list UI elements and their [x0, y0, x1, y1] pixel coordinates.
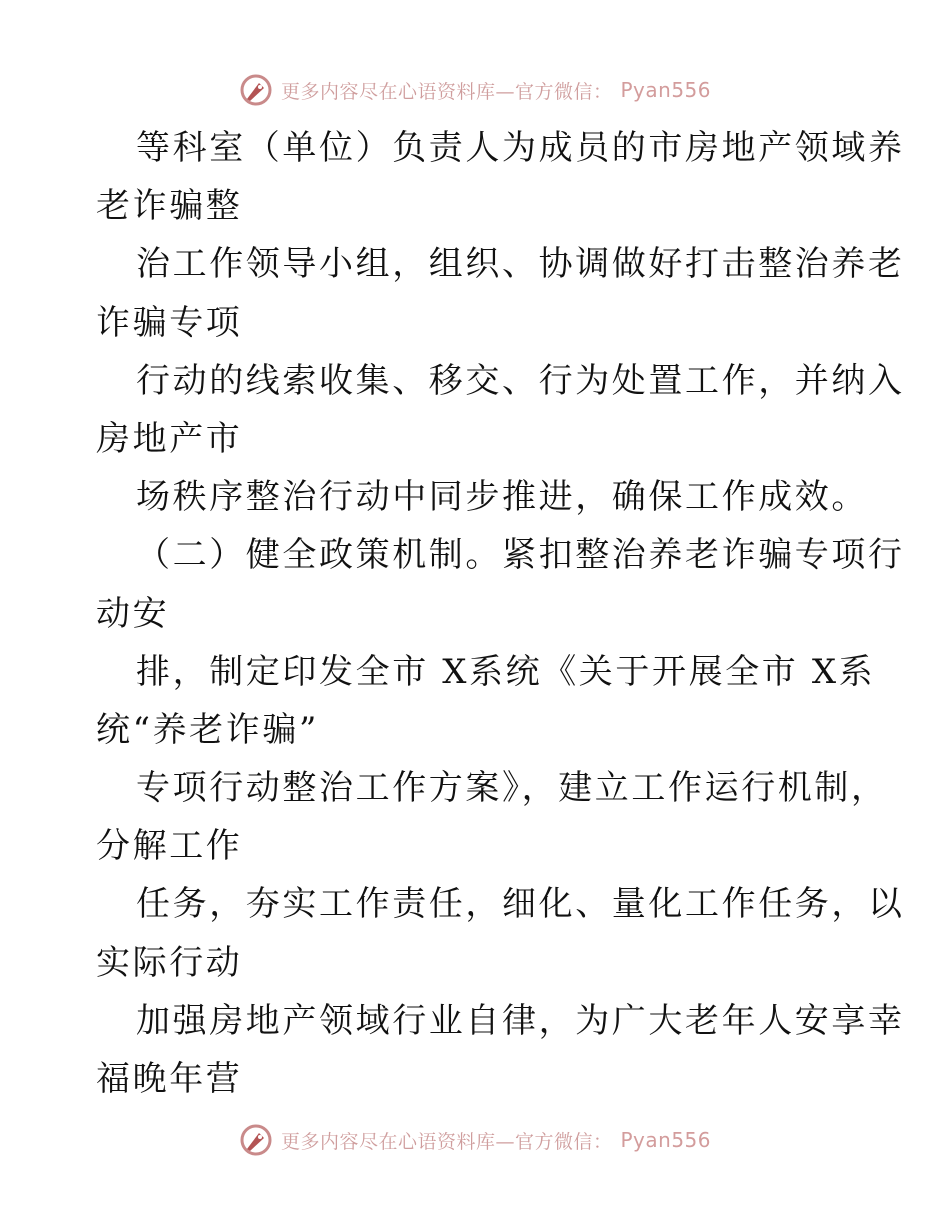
text-line: 治工作领导小组，组织、协调做好打击整治养老	[136, 244, 905, 285]
header-watermark	[0, 70, 950, 110]
text-line: 行动的线索收集、移交、行为处置工作，并纳入	[136, 360, 905, 401]
text-line: 专项行动整治工作方案》，建立工作运行机制，	[136, 768, 888, 809]
text-line: 统“养老诈骗”	[96, 709, 319, 750]
text-line: 加强房地产领域行业自律，为广大老年人安享幸	[136, 1000, 905, 1041]
pen-nib-logo-icon	[239, 1123, 273, 1157]
watermark-text: 更多内容尽在心语资料库—官方微信：	[280, 1130, 613, 1153]
text-line: 老诈骗整	[96, 186, 243, 227]
text-line: 房地产市	[96, 418, 243, 459]
text-line: 排，制定印发全市 X系统《关于开展全市 X系	[136, 651, 876, 692]
text-line: 场秩序整治行动中同步推进，确保工作成效。	[136, 477, 868, 518]
text-line: （二）健全政策机制。紧扣整治养老诈骗专项行	[136, 535, 905, 576]
watermark-text: 更多内容尽在心语资料库—官方微信：	[280, 80, 613, 103]
text-line: 实际行动	[96, 942, 243, 983]
footer-watermark	[0, 1120, 950, 1160]
watermark-handle: Pyan556	[620, 1128, 712, 1152]
watermark-handle: Pyan556	[620, 78, 712, 102]
pen-nib-logo-icon	[239, 73, 273, 107]
text-line: 分解工作	[96, 826, 243, 867]
text-line: 等科室（单位）负责人为成员的市房地产领域养	[136, 128, 905, 168]
text-line: 福晚年营	[96, 1059, 243, 1099]
text-line: 诈骗专项	[96, 302, 243, 343]
document-body	[96, 119, 905, 1108]
text-line: 任务，夯实工作责任，细化、量化工作任务，以	[136, 884, 905, 925]
text-line: 动安	[96, 593, 170, 634]
